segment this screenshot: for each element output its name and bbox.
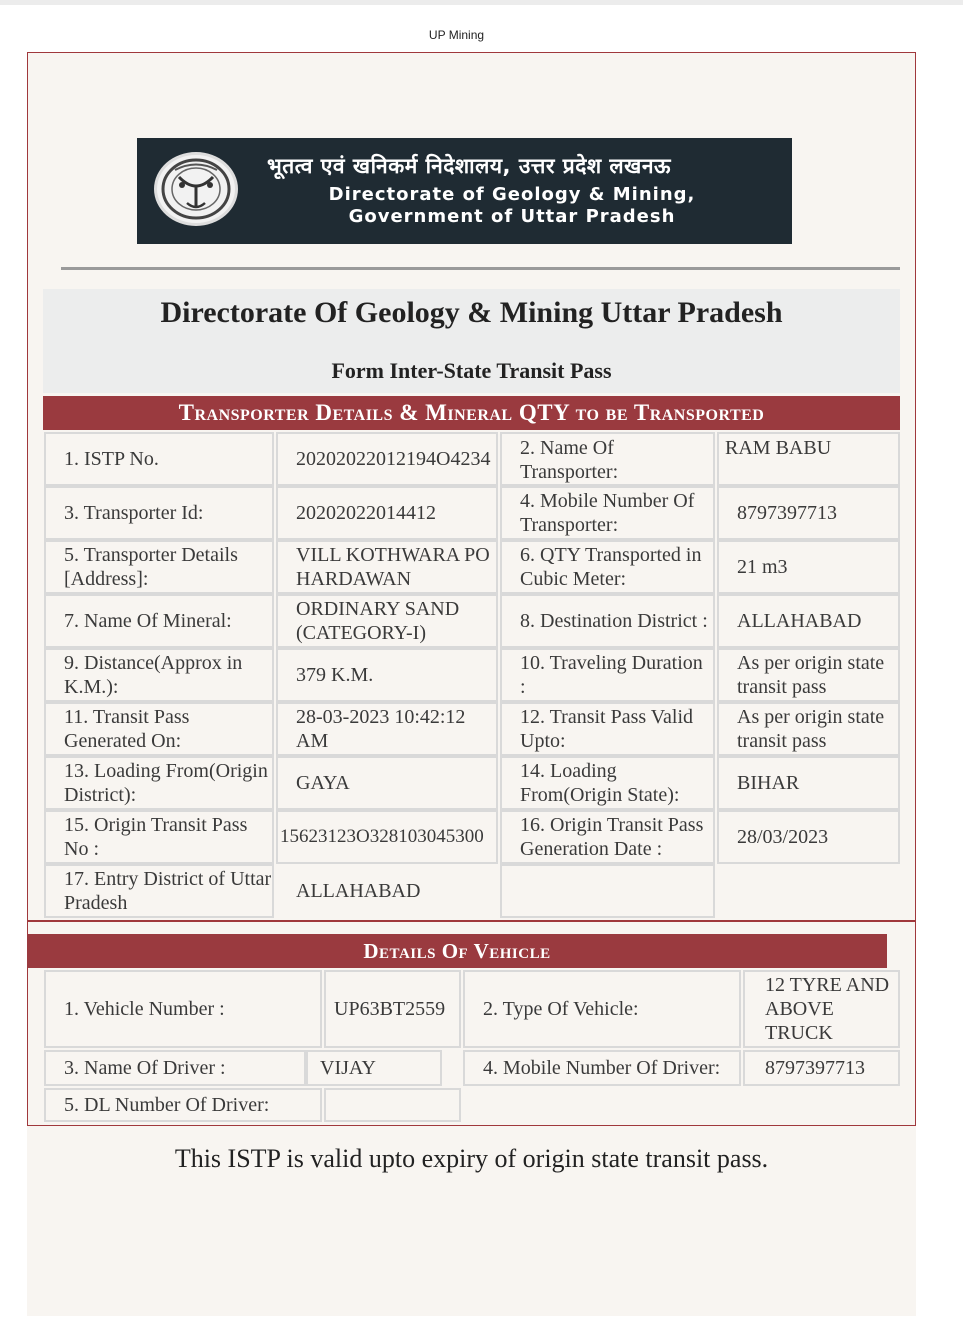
transporter-mobile-value: 8797397713	[717, 486, 900, 540]
divider	[61, 267, 900, 270]
destination-district-label: 8. Destination District :	[500, 594, 715, 648]
qty-value: 21 m3	[717, 540, 900, 594]
transporter-section-heading: Transporter Details & Mineral QTY to be Transported	[43, 396, 900, 430]
origin-district-value: GAYA	[276, 756, 498, 810]
distance-value: 379 K.M.	[276, 648, 498, 702]
empty-cell	[500, 864, 715, 918]
qty-label: 6. QTY Transported in Cubic Meter:	[500, 540, 715, 594]
vehicle-type-value: 12 TYRE AND ABOVE TRUCK	[743, 970, 900, 1048]
transporter-name-value: RAM BABU	[717, 432, 900, 486]
page-title: Directorate Of Geology & Mining Uttar Pradesh	[160, 296, 783, 329]
section-divider	[27, 920, 916, 922]
mineral-name-value: ORDINARY SAND (CATEGORY-I)	[276, 594, 498, 648]
pass-generated-value: 28-03-2023 10:42:12 AM	[276, 702, 498, 756]
pass-generated-label: 11. Transit Pass Generated On:	[44, 702, 274, 756]
travel-duration-label: 10. Traveling Duration :	[500, 648, 715, 702]
pass-valid-value: As per origin state transit pass	[717, 702, 900, 756]
origin-state-label: 14. Loading From(Origin State):	[500, 756, 715, 810]
origin-pass-no-label: 15. Origin Transit Pass No :	[44, 810, 274, 864]
istp-no-value: 20202022012194O4234	[276, 432, 498, 486]
department-banner	[137, 138, 792, 244]
banner-english-line1: Directorate of Geology & Mining,	[328, 184, 696, 205]
driver-name-value: VIJAY	[306, 1050, 442, 1086]
destination-district-value: ALLAHABAD	[717, 594, 900, 648]
entry-district-value: ALLAHABAD	[296, 880, 421, 902]
banner-hindi-title: भूतत्व एवं खनिकर्म निदेशालय, उत्तर प्रदेश लखनऊ	[267, 154, 671, 178]
driver-mobile-value: 8797397713	[743, 1050, 900, 1086]
origin-district-label: 13. Loading From(Origin District):	[44, 756, 274, 810]
origin-pass-date-label: 16. Origin Transit Pass Generation Date :	[500, 810, 715, 864]
transporter-mobile-label: 4. Mobile Number Of Transporter:	[500, 486, 715, 540]
transporter-name-label: 2. Name Of Transporter:	[500, 432, 715, 486]
driver-name-label: 3. Name Of Driver :	[44, 1050, 306, 1086]
mineral-name-label: 7. Name Of Mineral:	[44, 594, 274, 648]
entry-district-label: 17. Entry District of Uttar Pradesh	[44, 864, 274, 918]
dl-number-label: 5. DL Number Of Driver:	[44, 1088, 322, 1122]
dl-number-value	[324, 1088, 461, 1122]
banner-english-line2: Government of Uttar Pradesh	[348, 206, 676, 227]
origin-state-value: BIHAR	[717, 756, 900, 810]
transporter-id-label: 3. Transporter Id:	[44, 486, 274, 540]
driver-mobile-label: 4. Mobile Number Of Driver:	[463, 1050, 741, 1086]
origin-pass-no-value: 15623123O328103045300	[276, 810, 498, 864]
transporter-id-value: 20202022014412	[276, 486, 498, 540]
page-header: UP Mining	[428, 28, 485, 42]
validity-note: This ISTP is valid upto expiry of origin state transit pass.	[174, 1144, 769, 1173]
distance-label: 9. Distance(Approx in K.M.):	[44, 648, 274, 702]
origin-pass-date-value: 28/03/2023	[717, 810, 900, 864]
vehicle-number-label: 1. Vehicle Number :	[44, 970, 322, 1048]
vehicle-type-label: 2. Type Of Vehicle:	[463, 970, 741, 1048]
vehicle-number-value: UP63BT2559	[324, 970, 461, 1048]
travel-duration-value: As per origin state transit pass	[717, 648, 900, 702]
transporter-address-label: 5. Transporter Details [Address]:	[44, 540, 274, 594]
istp-no-label: 1. ISTP No.	[44, 432, 274, 486]
up-government-seal-icon	[154, 152, 238, 226]
top-strip	[0, 0, 963, 5]
vehicle-section-heading: Details Of Vehicle	[27, 934, 887, 968]
pass-valid-label: 12. Transit Pass Valid Upto:	[500, 702, 715, 756]
form-subtitle: Form Inter-State Transit Pass	[331, 358, 612, 383]
transporter-address-value: VILL KOTHWARA PO HARDAWAN	[276, 540, 498, 594]
